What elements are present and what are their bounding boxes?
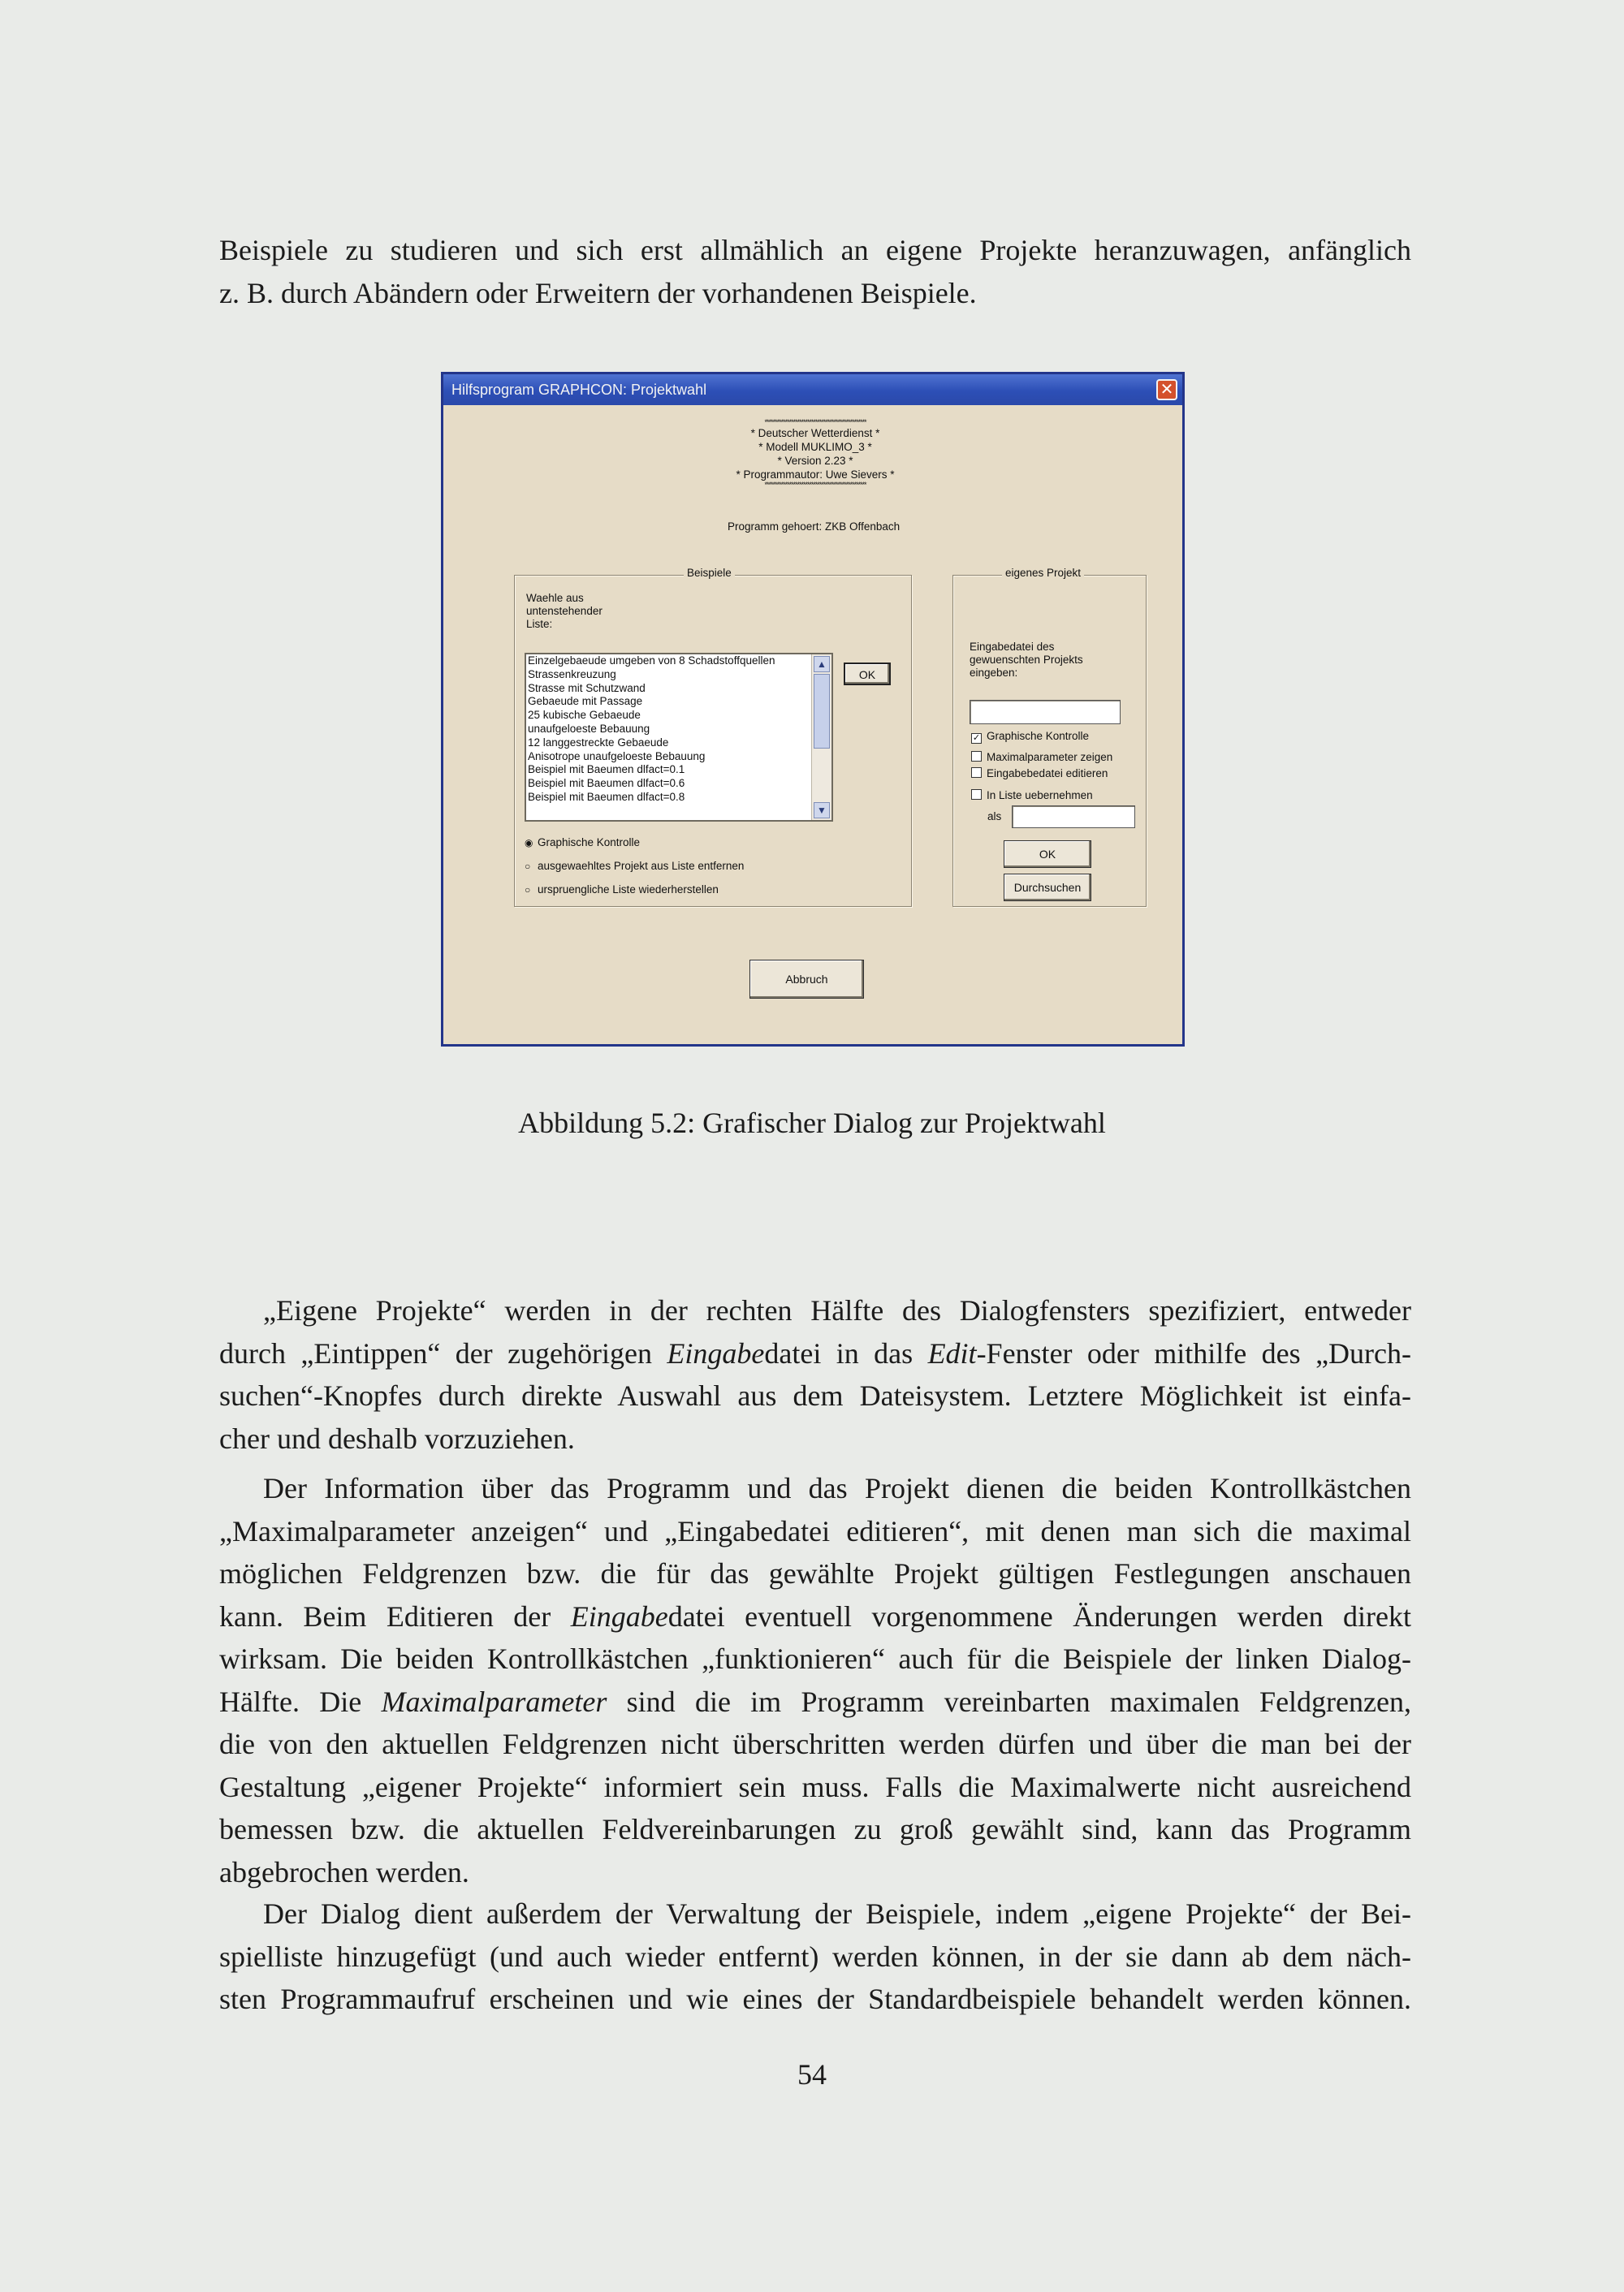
dialog-title: Hilfsprogram GRAPHCON: Projektwahl bbox=[443, 374, 1182, 405]
checkbox-empty-icon bbox=[971, 751, 982, 762]
text-line: wirksam. Die beiden Kontrollkästchen „funktionieren“ auch für die Beispiele der linken Dialog- bbox=[219, 1642, 1411, 1675]
check-maximalparameter[interactable] bbox=[971, 750, 1112, 765]
text-fragment: -Fenster oder mithilfe des „Durch- bbox=[976, 1336, 1412, 1370]
text-fragment: datei eventuell vorgenommene Änderungen werden direkt bbox=[667, 1599, 1411, 1633]
checkbox-label: Graphische Kontrolle bbox=[987, 730, 1090, 742]
list-item[interactable]: Anisotrope unaufgeloeste Bebauung bbox=[528, 749, 706, 762]
text-line: Gestaltung „eigener Projekte“ informiert sein muss. Falls die Maximalwerte nicht ausreichend bbox=[219, 1770, 1411, 1803]
instruction-line: eingeben: bbox=[970, 667, 1018, 679]
own-project-group-title: eigenes Projekt bbox=[1002, 567, 1084, 579]
als-label: als bbox=[987, 810, 1002, 822]
text-line: durch „Eintippen“ der zugehörigen bbox=[219, 1336, 667, 1370]
browse-button[interactable]: Durchsuchen bbox=[1004, 874, 1091, 901]
close-icon[interactable]: ✕ bbox=[1156, 379, 1177, 400]
list-item[interactable]: Beispiel mit Baeumen dlfact=0.6 bbox=[528, 777, 685, 790]
instruction-line: Eingabedatei des bbox=[970, 641, 1055, 653]
paragraph bbox=[219, 1467, 1411, 1893]
page-number: 54 bbox=[797, 2058, 827, 2091]
scroll-thumb[interactable] bbox=[814, 674, 830, 749]
text-line: cher und deshalb vorzuziehen. bbox=[219, 1422, 575, 1455]
text-line: suchen“-Knopfes durch direkte Auswahl aus dem Dateisystem. Letztere Möglichkeit ist einfa- bbox=[219, 1379, 1411, 1412]
list-item[interactable]: Strasse mit Schutzwand bbox=[528, 681, 646, 694]
examples-group-title: Beispiele bbox=[684, 567, 735, 579]
text-line: Der Dialog dient außerdem der Verwaltung der Beispiele, indem „eigene Projekte“ der Bei- bbox=[263, 1897, 1411, 1930]
examples-ok-button[interactable]: OK bbox=[844, 663, 891, 685]
text-line: Hälfte. Die bbox=[219, 1685, 382, 1718]
text-fragment: sind die im Programm vereinbarten maximalen Feldgrenzen, bbox=[607, 1685, 1411, 1718]
text-fragment: datei in das bbox=[764, 1336, 928, 1370]
text-line: möglichen Feldgrenzen bzw. die für das gewählte Projekt gültigen Festlegungen anschauen bbox=[219, 1557, 1411, 1590]
text-line: kann. Beim Editieren der bbox=[219, 1599, 571, 1633]
paragraph bbox=[219, 1893, 1411, 2021]
own-project-ok-button[interactable]: OK bbox=[1004, 840, 1091, 868]
list-item[interactable]: Beispiel mit Baeumen dlfact=0.1 bbox=[528, 763, 685, 776]
emphasis: Eingabe bbox=[667, 1336, 765, 1370]
checkbox-checked-icon: ✓ bbox=[972, 733, 981, 743]
check-in-liste-uebernehmen[interactable] bbox=[971, 788, 1093, 803]
text-line: Beispiele zu studieren und sich erst allmählich an eigene Projekte heranzuwagen, anfänglich bbox=[219, 234, 1411, 266]
examples-list bbox=[528, 654, 812, 805]
radio-label: urspruengliche Liste wiederherstellen bbox=[538, 883, 719, 896]
checkbox-label: In Liste uebernehmen bbox=[987, 789, 1093, 801]
text-line: spielliste hinzugefügt (und auch wieder entfernt) werden können, in der sie dann ab dem näch- bbox=[219, 1940, 1411, 1973]
listbox-scrollbar[interactable] bbox=[811, 654, 831, 820]
list-item[interactable]: 12 langgestreckte Gebaeude bbox=[528, 736, 669, 749]
examples-instruction bbox=[526, 592, 603, 631]
list-item[interactable]: Beispiel mit Baeumen dlfact=0.8 bbox=[528, 790, 685, 803]
radio-liste-wiederherstellen[interactable] bbox=[525, 883, 719, 897]
emphasis: Eingabe bbox=[570, 1599, 668, 1633]
radio-empty-icon: ○ bbox=[525, 884, 531, 896]
input-file-field[interactable] bbox=[970, 700, 1121, 724]
cancel-button[interactable]: Abbruch bbox=[749, 960, 864, 999]
list-item[interactable]: Strassenkreuzung bbox=[528, 667, 616, 680]
emphasis: Maximalparameter bbox=[381, 1685, 607, 1718]
text-line: abgebrochen werden. bbox=[219, 1855, 469, 1888]
paragraph bbox=[219, 1289, 1411, 1460]
radio-graphische-kontrolle[interactable] bbox=[525, 835, 640, 850]
program-owner: Programm gehoert: ZKB Offenbach bbox=[728, 520, 901, 533]
instruction-line: untenstehender bbox=[526, 605, 603, 617]
separator-stars: ************************************************** bbox=[764, 481, 866, 489]
own-project-instruction bbox=[970, 641, 1083, 680]
scroll-up-icon[interactable]: ▲ bbox=[814, 656, 830, 672]
text-line: „Maximalparameter anzeigen“ und „Eingabedatei editieren“, mit denen man sich die maximal bbox=[219, 1514, 1411, 1547]
program-info bbox=[728, 419, 903, 489]
checkbox-label: Eingabebedatei editieren bbox=[987, 767, 1108, 779]
text-line: Der Information über das Programm und das Projekt dienen die beiden Kontrollkästchen bbox=[263, 1472, 1411, 1504]
radio-selected-icon: ◉ bbox=[525, 837, 533, 848]
text-line: „Eigene Projekte“ werden in der rechten Hälfte des Dialogfensters spezifiziert, entweder bbox=[263, 1294, 1411, 1327]
figure-caption: Abbildung 5.2: Grafischer Dialog zur Projektwahl bbox=[518, 1107, 1106, 1139]
text-line: die von den aktuellen Feldgrenzen nicht überschritten werden dürfen und über die man bei der bbox=[219, 1728, 1411, 1760]
info-line: * Version 2.23 * bbox=[777, 455, 853, 467]
check-eingabedatei-editieren[interactable] bbox=[971, 766, 1108, 781]
checkbox-empty-icon bbox=[971, 789, 982, 800]
checkbox-empty-icon bbox=[971, 767, 982, 778]
text-line: sten Programmaufruf erscheinen und wie eines der Standardbeispiele behandelt werden können. bbox=[219, 1983, 1411, 2015]
text-line: bemessen bzw. die aktuellen Feldvereinbarungen zu groß gewählt sind, kann das Programm bbox=[219, 1813, 1411, 1845]
projektwahl-dialog bbox=[441, 372, 1185, 1047]
radio-label: ausgewaehltes Projekt aus Liste entfernen bbox=[538, 860, 745, 872]
info-line: * Deutscher Wetterdienst * bbox=[750, 427, 880, 439]
list-item[interactable]: Gebaeude mit Passage bbox=[528, 695, 643, 708]
list-item[interactable]: 25 kubische Gebaeude bbox=[528, 709, 641, 722]
instruction-line: Liste: bbox=[526, 618, 553, 630]
info-line: * Modell MUKLIMO_3 * bbox=[758, 441, 872, 453]
instruction-line: gewuenschten Projekts bbox=[970, 654, 1083, 666]
radio-projekt-entfernen[interactable] bbox=[525, 859, 744, 874]
examples-listbox[interactable] bbox=[525, 653, 833, 822]
list-name-field[interactable] bbox=[1012, 805, 1135, 828]
instruction-line: Waehle aus bbox=[526, 592, 584, 604]
list-item[interactable]: Einzelgebaeude umgeben von 8 Schadstoffquellen bbox=[528, 654, 775, 667]
list-item[interactable]: unaufgeloeste Bebauung bbox=[528, 722, 650, 735]
checkbox-label: Maximalparameter zeigen bbox=[987, 751, 1113, 763]
text-line: z. B. durch Abändern oder Erweitern der vorhandenen Beispiele. bbox=[219, 276, 977, 309]
radio-empty-icon: ○ bbox=[525, 861, 531, 872]
scroll-down-icon[interactable]: ▼ bbox=[814, 802, 830, 818]
emphasis: Edit bbox=[927, 1336, 977, 1370]
check-graphische-kontrolle[interactable] bbox=[971, 729, 1089, 744]
radio-label: Graphische Kontrolle bbox=[538, 836, 641, 848]
intro-paragraph bbox=[219, 229, 1411, 314]
separator-stars: ************************************************** bbox=[764, 419, 866, 426]
info-line: * Programmautor: Uwe Sievers * bbox=[736, 468, 895, 481]
